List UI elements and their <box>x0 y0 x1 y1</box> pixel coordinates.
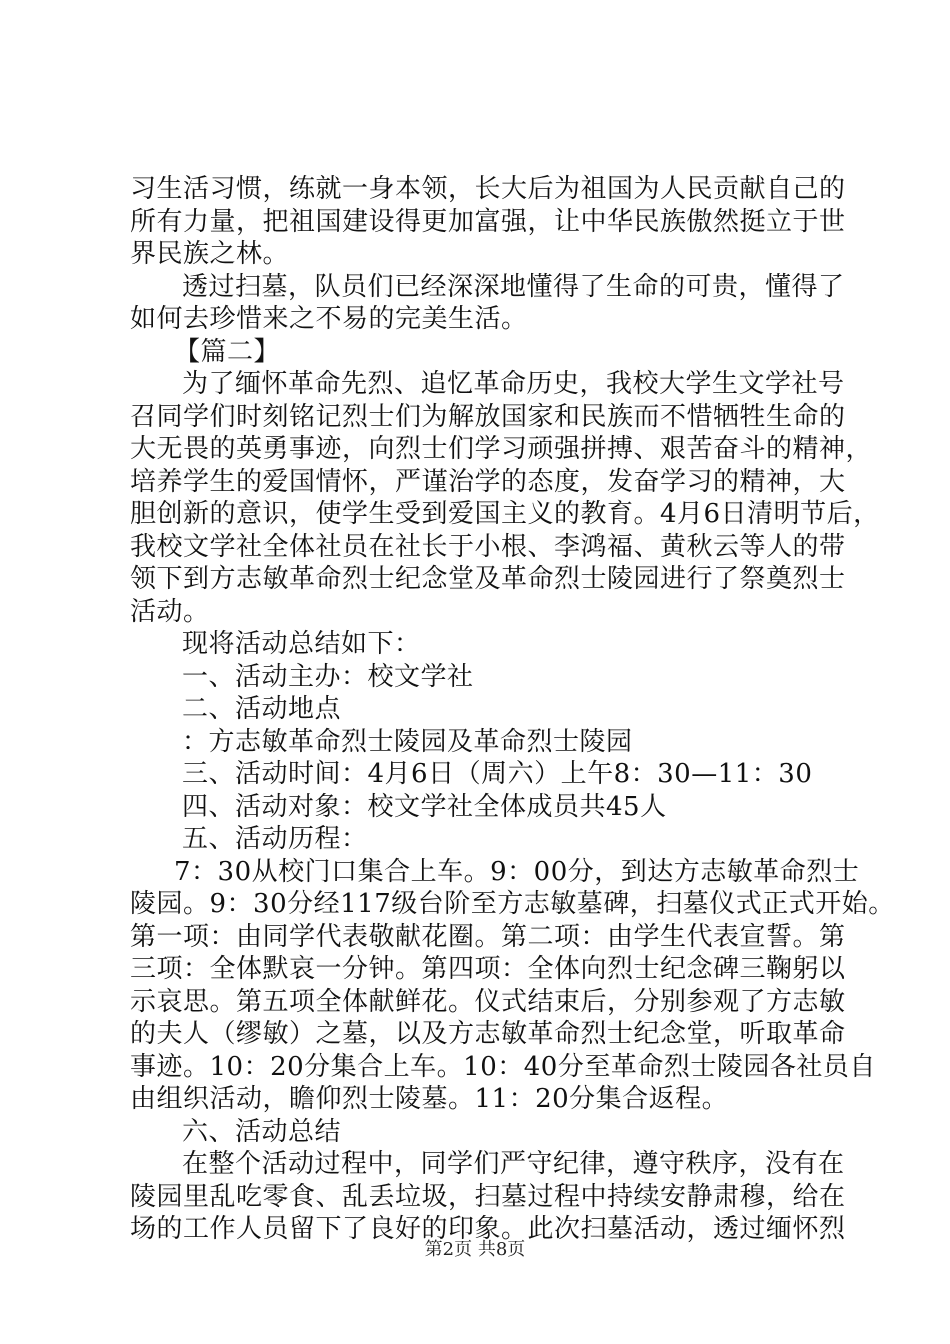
text-line: 胆创新的意识，使学生受到爱国主义的教育。4月6日清明节后， <box>130 499 880 529</box>
text-line: 陵园里乱吃零食、乱丢垃圾，扫墓过程中持续安静肃穆，给在 <box>130 1181 846 1212</box>
text-line: 场的工作人员留下了良好的印象。此次扫墓活动，透过缅怀烈 <box>130 1214 846 1244</box>
list-item-location-detail: ：方志敏革命烈士陵园及革命烈士陵园 <box>182 726 633 757</box>
paragraph-start-line: 透过扫墓，队员们已经深深地懂得了生命的可贵，懂得了 <box>182 271 845 302</box>
text-line: 领下到方志敏革命烈士纪念堂及革命烈士陵园进行了祭奠烈士 <box>130 564 846 594</box>
list-item-organizer: 一、活动主办：校文学社 <box>182 661 474 692</box>
text-line: 三项：全体默哀一分钟。第四项：全体向烈士纪念碑三鞠躬以 <box>130 954 846 984</box>
text-line: 陵园。9：30分经117级台阶至方志敏墓碑，扫墓仪式正式开始。 <box>130 889 895 919</box>
text-line: 大无畏的英勇事迹，向烈士们学习顽强拼搏、艰苦奋斗的精神， <box>130 434 873 464</box>
page-number-footer: 第2页 共8页 <box>424 1239 526 1260</box>
text-line: 我校文学社全体社员在社长于小根、李鸿福、黄秋云等人的带 <box>130 531 846 562</box>
text-line: 示哀思。第五项全体献鲜花。仪式结束后，分别参观了方志敏 <box>130 986 846 1017</box>
list-item-summary: 六、活动总结 <box>182 1116 342 1147</box>
paragraph-start-line: 为了缅怀革命先烈、追忆革命历史，我校大学生文学社号 <box>182 369 845 399</box>
list-item-time: 三、活动时间：4月6日（周六）上午8：30—11：30 <box>182 759 813 789</box>
paragraph-start-line: 在整个活动过程中，同学们严守纪律，遵守秩序，没有在 <box>182 1149 845 1179</box>
text-line: 活动。 <box>130 596 210 627</box>
text-line: 习生活习惯，练就一身本领，长大后为祖国为人民贡献自己的 <box>130 174 846 204</box>
list-item-process: 五、活动历程： <box>182 824 368 854</box>
text-line: 所有力量，把祖国建设得更加富强，让中华民族傲然挺立于世 <box>130 206 846 237</box>
text-line: 如何去珍惜来之不易的完美生活。 <box>130 304 528 334</box>
section-heading: 【篇二】 <box>174 336 281 367</box>
document-body <box>130 173 895 1246</box>
text-line: 召同学们时刻铭记烈士们为解放国家和民族而不惜牺牲生命的 <box>130 401 846 432</box>
text-line: 事迹。10：20分集合上车。10：40分至革命烈士陵园各社员自 <box>130 1051 876 1082</box>
list-item-participants: 四、活动对象：校文学社全体成员共45人 <box>182 791 667 822</box>
text-line: 的夫人（缪敏）之墓，以及方志敏革命烈士纪念堂，听取革命 <box>130 1019 846 1049</box>
text-line: 界民族之林。 <box>130 239 290 269</box>
list-intro: 现将活动总结如下： <box>182 629 421 659</box>
list-item-location: 二、活动地点 <box>182 694 342 724</box>
text-line: 培养学生的爱国情怀，严谨治学的态度，发奋学习的精神，大 <box>130 466 846 497</box>
text-line: 由组织活动，瞻仰烈士陵墓。11：20分集合返程。 <box>130 1084 729 1114</box>
text-line: 第一项：由同学代表敬献花圈。第二项：由学生代表宣誓。第 <box>130 921 846 952</box>
paragraph-start-line: 7：30从校门口集合上车。9：00分，到达方志敏革命烈士 <box>174 856 860 887</box>
